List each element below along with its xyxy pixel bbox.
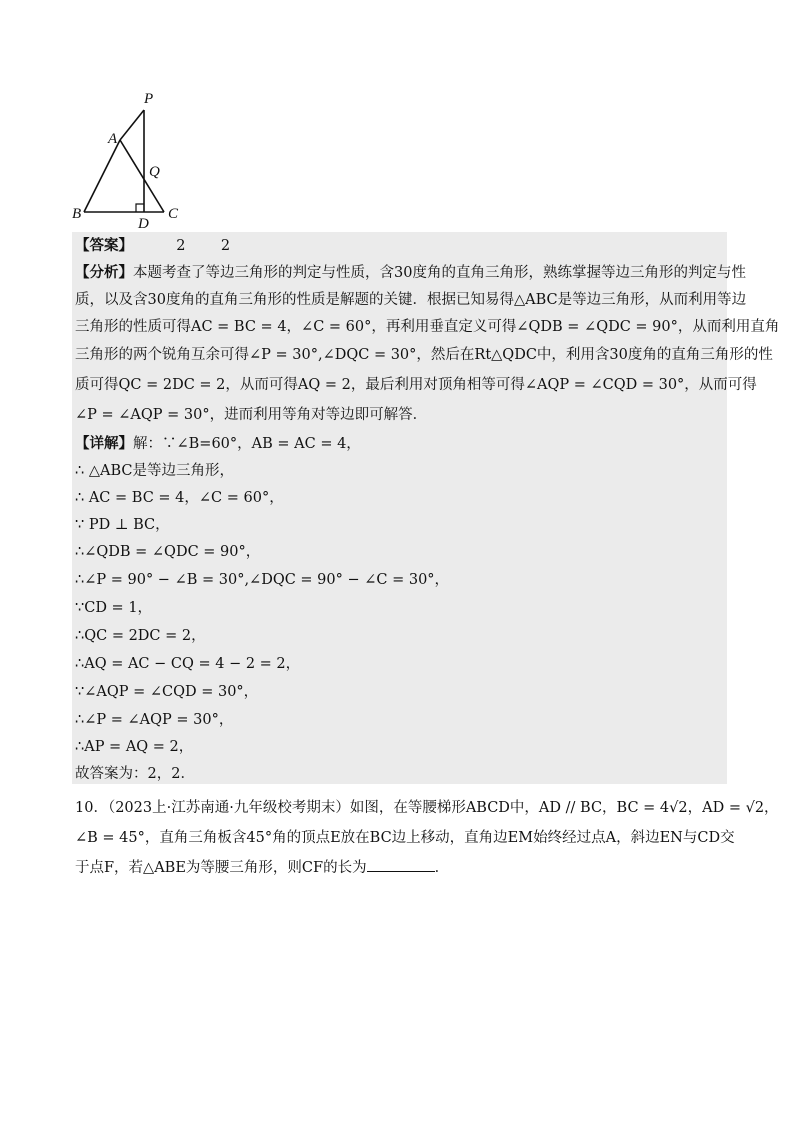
detail-step-11: ∴AP = AQ = 2，: [75, 739, 194, 755]
segment-ba: [84, 140, 120, 212]
detail-step-5: ∴∠P = 90° − ∠B = 30°,∠DQC = 90° − ∠C = 30°，: [75, 572, 450, 588]
answer-blank[interactable]: [367, 857, 435, 872]
label-a: A: [108, 131, 118, 147]
detail-first: 解：∵∠B=60°，AB = AC = 4，: [133, 436, 361, 452]
question10-end: ．: [434, 860, 450, 876]
detail-step-3: ∵ PD ⊥ BC，: [75, 517, 170, 533]
right-angle-mark: [136, 204, 144, 212]
analysis-line-6: ∠P = ∠AQP = 30°，进而利用等角对等边即可解答．: [75, 407, 428, 423]
segment-ap: [120, 110, 144, 140]
label-q: Q: [149, 164, 160, 180]
analysis-line-2: 质，以及含30度角的直角三角形的性质是解题的关键．根据已知易得△ABC是等边三角形，从而利用等边: [75, 292, 747, 308]
label-c: C: [168, 206, 179, 222]
answer-value-1: 2: [176, 238, 186, 254]
question10-line-2: ∠B = 45°，直角三角板含45°角的顶点E放在BC边上移动，直角边EM始终经过点A，斜边EN与CD交: [75, 830, 735, 846]
question10-line-1: 10．（2023上·江苏南通·九年级校考期末）如图，在等腰梯形ABCD中，AD // BC，BC = 4√2，AD = √2，: [75, 800, 779, 816]
analysis-tag: 【分析】: [75, 264, 133, 281]
detail-step-1: ∴ △ABC是等边三角形，: [75, 463, 234, 479]
answer-line: [75, 236, 261, 256]
detail-step-4: ∴∠QDB = ∠QDC = 90°，: [75, 544, 261, 560]
analysis-line-1: [75, 263, 746, 283]
detail-tag: 【详解】: [75, 435, 133, 452]
analysis-line-5: 质可得QC = 2DC = 2，从而可得AQ = 2，最后利用对顶角相等可得∠AQP = ∠CQD = 30°，从而可得: [75, 377, 757, 393]
analysis-line-4: 三角形的两个锐角互余可得∠P = 30°,∠DQC = 30°，然后在Rt△QDC中，利用含30度角的直角三角形的性: [75, 347, 773, 363]
detail-step-6: ∵CD = 1，: [75, 600, 153, 616]
detail-conclusion: 故答案为：2，2．: [75, 766, 195, 782]
label-b: B: [72, 206, 82, 222]
analysis-text-1: 本题考查了等边三角形的判定与性质，含30度角的直角三角形，熟练掌握等边三角形的判定与性: [133, 265, 746, 281]
detail-step-7: ∴QC = 2DC = 2，: [75, 628, 206, 644]
detail-step-9: ∵∠AQP = ∠CQD = 30°，: [75, 684, 259, 700]
detail-step-8: ∴AQ = AC − CQ = 4 − 2 = 2，: [75, 656, 301, 672]
question10-line-3: [75, 857, 449, 878]
detail-line-1: [75, 434, 361, 454]
question10-text-3: 于点F，若△ABE为等腰三角形，则CF的长为: [75, 860, 367, 876]
answer-value-2: 2: [220, 238, 231, 254]
label-d: D: [138, 216, 149, 228]
analysis-line-3: 三角形的性质可得AC = BC = 4，∠C = 60°，再利用垂直定义可得∠QDB = ∠QDC = 90°，从而利用直角: [75, 319, 780, 335]
answer-tag: 【答案】: [75, 237, 133, 254]
label-p: P: [144, 91, 154, 107]
detail-step-10: ∴∠P = ∠AQP = 30°，: [75, 712, 234, 728]
triangle-figure: [72, 88, 202, 228]
detail-step-2: ∴ AC = BC = 4，∠C = 60°，: [75, 490, 284, 506]
